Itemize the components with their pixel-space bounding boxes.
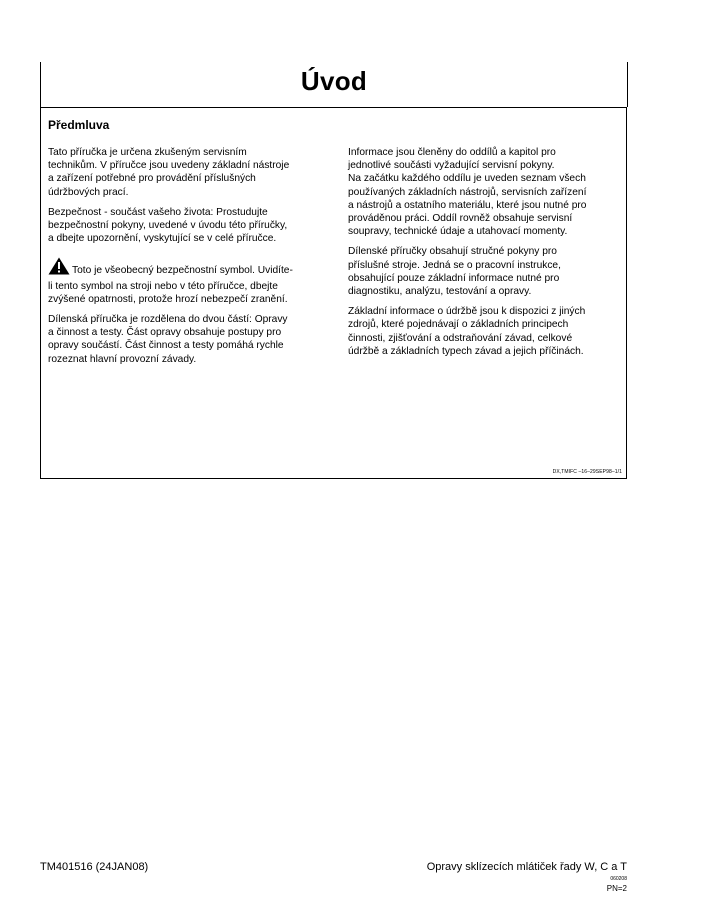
right-column (348, 146, 613, 365)
right-paragraph-1: Informace jsou členěny do oddílů a kapitol pro jednotlivé součásti vyžadující servisní pokyny. Na začátku každého oddílu je uveden seznam všech používaných základních nástrojů, servisních zařízení a nástrojů a ostatního materiálu, které jsou nutné pro prováděnou práci. Oddíl rovněž obsahuje servisní soupravy, technické údaje a utahovací momenty. (348, 147, 587, 238)
left-paragraph-1: Tato příručka je určena zkušeným servisním technikům. V příručce jsou uvedeny základní nástroje a zařízení potřebné pro provádění příslušných údržbových prací. (48, 147, 290, 198)
left-paragraph-3: Toto je všeobecný bezpečnostní symbol. Uvidíte- li tento symbol na stroji nebo v této příručce, dbejte zvýšené opatrnosti, protože hrozí nebezpečí zranění. (48, 257, 338, 306)
left-paragraph-2: Bezpečnost - součást vašeho života: Prostudujte bezpečnostní pokyny, uvedené v úvodu této příručky, a dbejte upozornění, vyskytující se v celé příručce. (48, 206, 288, 245)
right-paragraph-2: Dílenské příručky obsahují stručné pokyny pro příslušné stroje. Jedná se o pracovní instrukce, obsahující pouze základní informace nutné pro diagnostiku, analýzu, testování a opravy. (348, 246, 561, 298)
page-number: PN=2 (606, 884, 627, 893)
warning-triangle-icon (48, 257, 70, 279)
page-title: Úvod (300, 66, 368, 96)
document-number: TM401516 (24JAN08) (40, 861, 149, 873)
content-box (40, 107, 627, 479)
manual-title: Opravy sklízecích mlátiček řady W, C a T (426, 861, 627, 873)
right-paragraph-3: Základní informace o údržbě jsou k dispozici z jiných zdrojů, které pojednávají o základních principech činnosti, zjišťování a odstraňování závad, celkové údržbě a základních typech závad a jejich příčinách. (348, 306, 586, 357)
footer-small-code: 060208 (610, 876, 627, 882)
reference-code: DX,TMIFC –16–29SEP98–1/1 (552, 469, 622, 475)
left-paragraph-4: Dílenská příručka je rozdělena do dvou částí: Opravy a činnost a testy. Část opravy obsahuje postupy pro opravy součástí. Část činnost a testy pomáhá rychle rozeznat hlavní provozní závady. (48, 314, 288, 365)
left-column (48, 146, 338, 373)
section-title: Předmluva (48, 118, 110, 132)
